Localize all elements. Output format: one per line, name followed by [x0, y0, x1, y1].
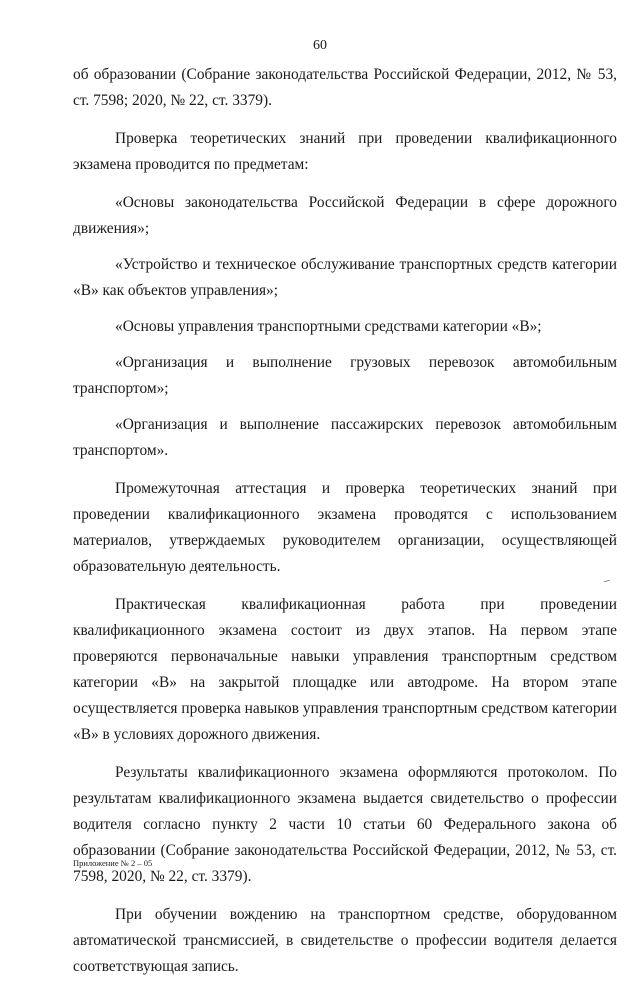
subject-item-cargo-transport: «Организация и выполнение грузовых перевозок автомобильным транспортом»; — [73, 354, 617, 397]
page-footer: Приложение № 2 – 05 — [73, 858, 153, 868]
subject-item-passenger-transport: «Организация и выполнение пассажирских перевозок автомобильным транспортом». — [73, 416, 617, 459]
paragraph-automatic-transmission: При обучении вождению на транспортном средстве, оборудованном автоматической трансмиссией, в свидетельстве о профессии водителя делается соответствующая запись. — [73, 906, 617, 975]
paragraph-exam-results: Результаты квалификационного экзамена оформляются протоколом. По результатам квалификационного экзамена выдается свидетельство о профессии водителя согласно пункту 2 части 10 статьи 60 Федерального закона об образовании (Собрание законодательства Российской Федерации, 2012, № 53, ст. 7598, 2020, № 22, ст. 3379). — [73, 764, 617, 885]
paragraph-intermediate-attestation: Промежуточная аттестация и проверка теоретических знаний при проведении квалификационного экзамена проводятся с использованием материалов, утверждаемых руководителем организации, осуществляющей образовательную деятельность. — [73, 480, 617, 575]
subject-item-vehicle-control: «Основы управления транспортными средствами категории «В»; — [115, 318, 542, 335]
document-body — [73, 62, 617, 992]
page-number: 60 — [313, 38, 327, 53]
paragraph-theory-subjects-intro: Проверка теоретических знаний при проведении квалификационного экзамена проводится по предметам: — [73, 130, 617, 173]
subject-item-legislation: «Основы законодательства Российской Федерации в сфере дорожного движения»; — [73, 194, 617, 237]
subject-item-vehicle-maintenance: «Устройство и техническое обслуживание транспортных средств категории «В» как объектов управления»; — [73, 256, 617, 299]
pen-mark — [604, 580, 610, 582]
paragraph-continuation: об образовании (Собрание законодательства Российской Федерации, 2012, № 53, ст. 7598; 2020, № 22, ст. 3379). — [73, 66, 617, 109]
paragraph-practical-work: Практическая квалификационная работа при проведении квалификационного экзамена состоит из двух этапов. На первом этапе проверяются первоначальные навыки управления транспортным средством категории «В» на закрытой площадке или автодроме. На втором этапе осуществляется проверка навыков управления транспортным средством категории «В» в условиях дорожного движения. — [73, 596, 617, 743]
